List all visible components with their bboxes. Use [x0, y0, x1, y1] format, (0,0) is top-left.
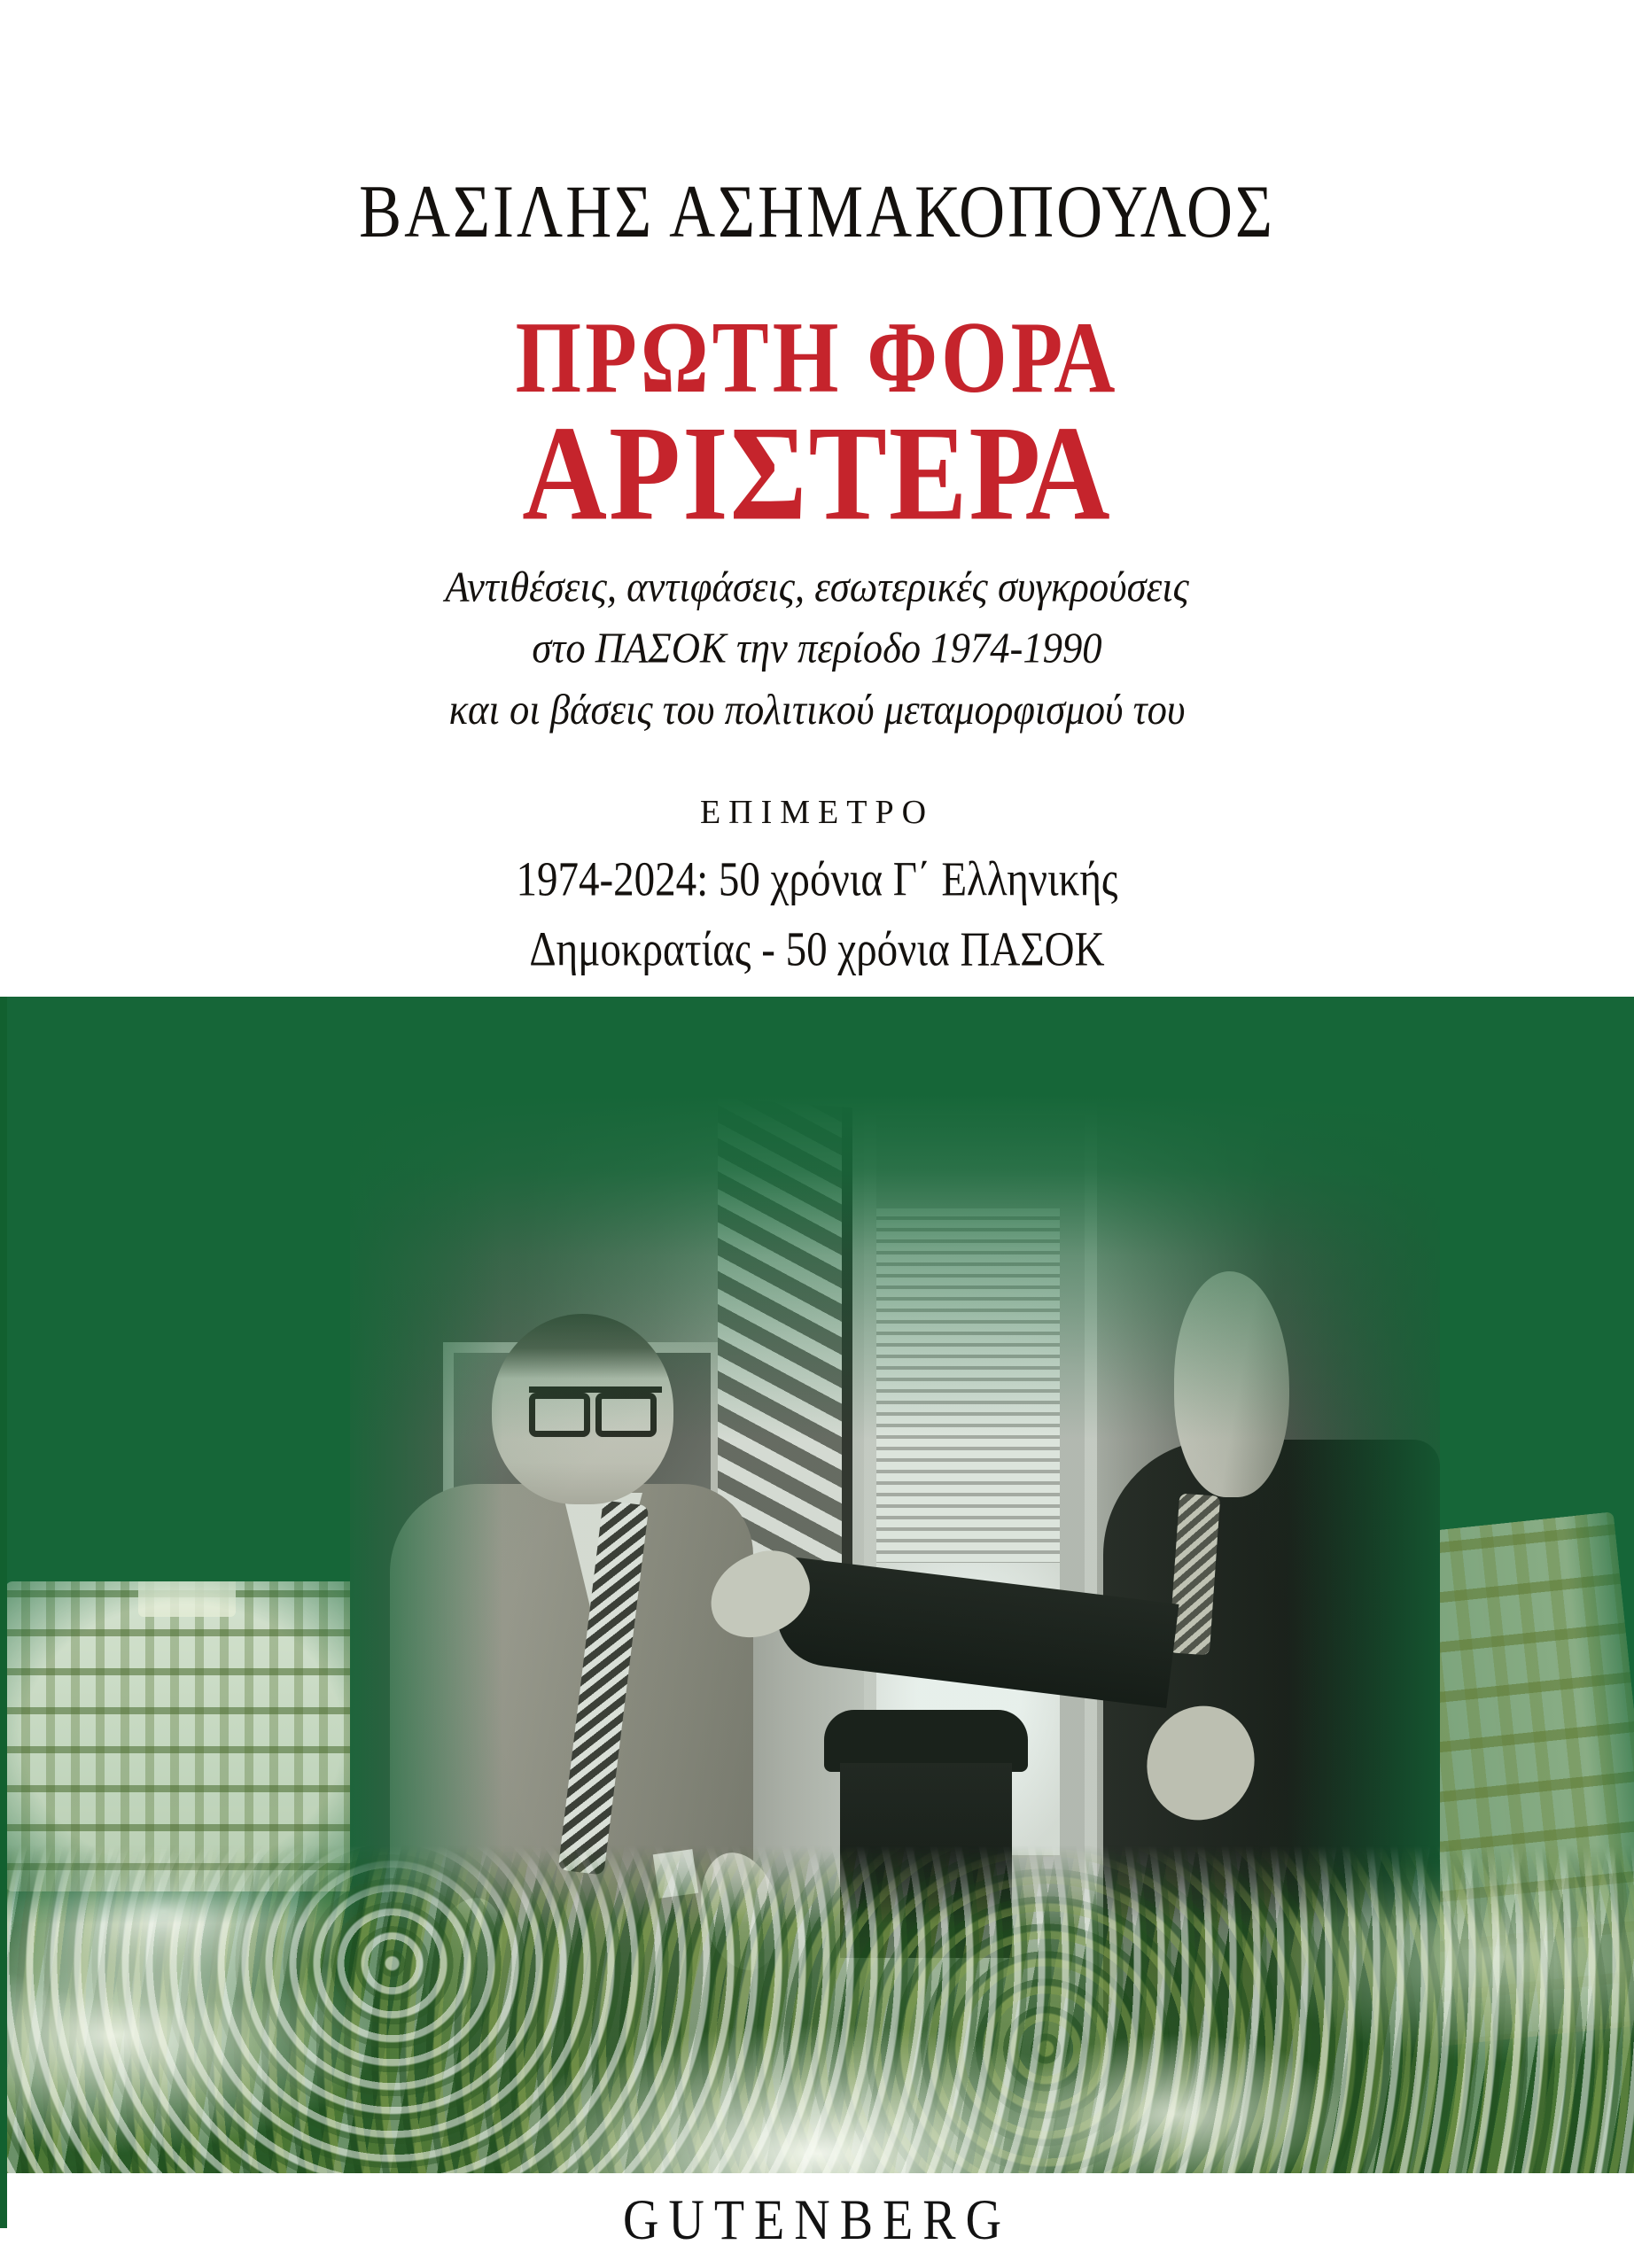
- subtitle: [25, 556, 1610, 741]
- cover-photo-montage: [0, 997, 1634, 2173]
- epimetro-label: ΕΠΙΜΕΤΡΟ: [699, 794, 935, 831]
- subtitle-line-2: στο ΠΑΣΟΚ την περίοδο 1974-1990: [532, 624, 1102, 672]
- crowd-texture: [0, 1845, 1634, 2173]
- title-line-1: ΠΡΩΤΗ ΦΟΡΑ: [515, 299, 1119, 415]
- epimetro-text: [49, 843, 1584, 983]
- subtitle-line-1: Αντιθέσεις, αντιφάσεις, εσωτερικές συγκρούσεις: [445, 563, 1189, 610]
- author-name: ΒΑΣΙΛΗΣ ΑΣΗΜΑΚΟΠΟΥΛΟΣ: [359, 169, 1275, 253]
- parliament-pediment: [138, 1555, 236, 1617]
- left-spine-bar: [0, 997, 7, 2228]
- epimetro-line-1: 1974-2024: 50 χρόνια Γ΄ Ελληνικής: [516, 850, 1118, 906]
- epimetro-line-2: Δημοκρατίας - 50 χρόνια ΠΑΣΟΚ: [529, 921, 1105, 976]
- publisher-logo: GUTENBERG: [622, 2188, 1012, 2252]
- title-line-2: ΑΡΙΣΤΕΡΑ: [522, 398, 1112, 549]
- subtitle-line-3: και οι βάσεις του πολιτικού μεταμορφισμού του: [448, 685, 1186, 734]
